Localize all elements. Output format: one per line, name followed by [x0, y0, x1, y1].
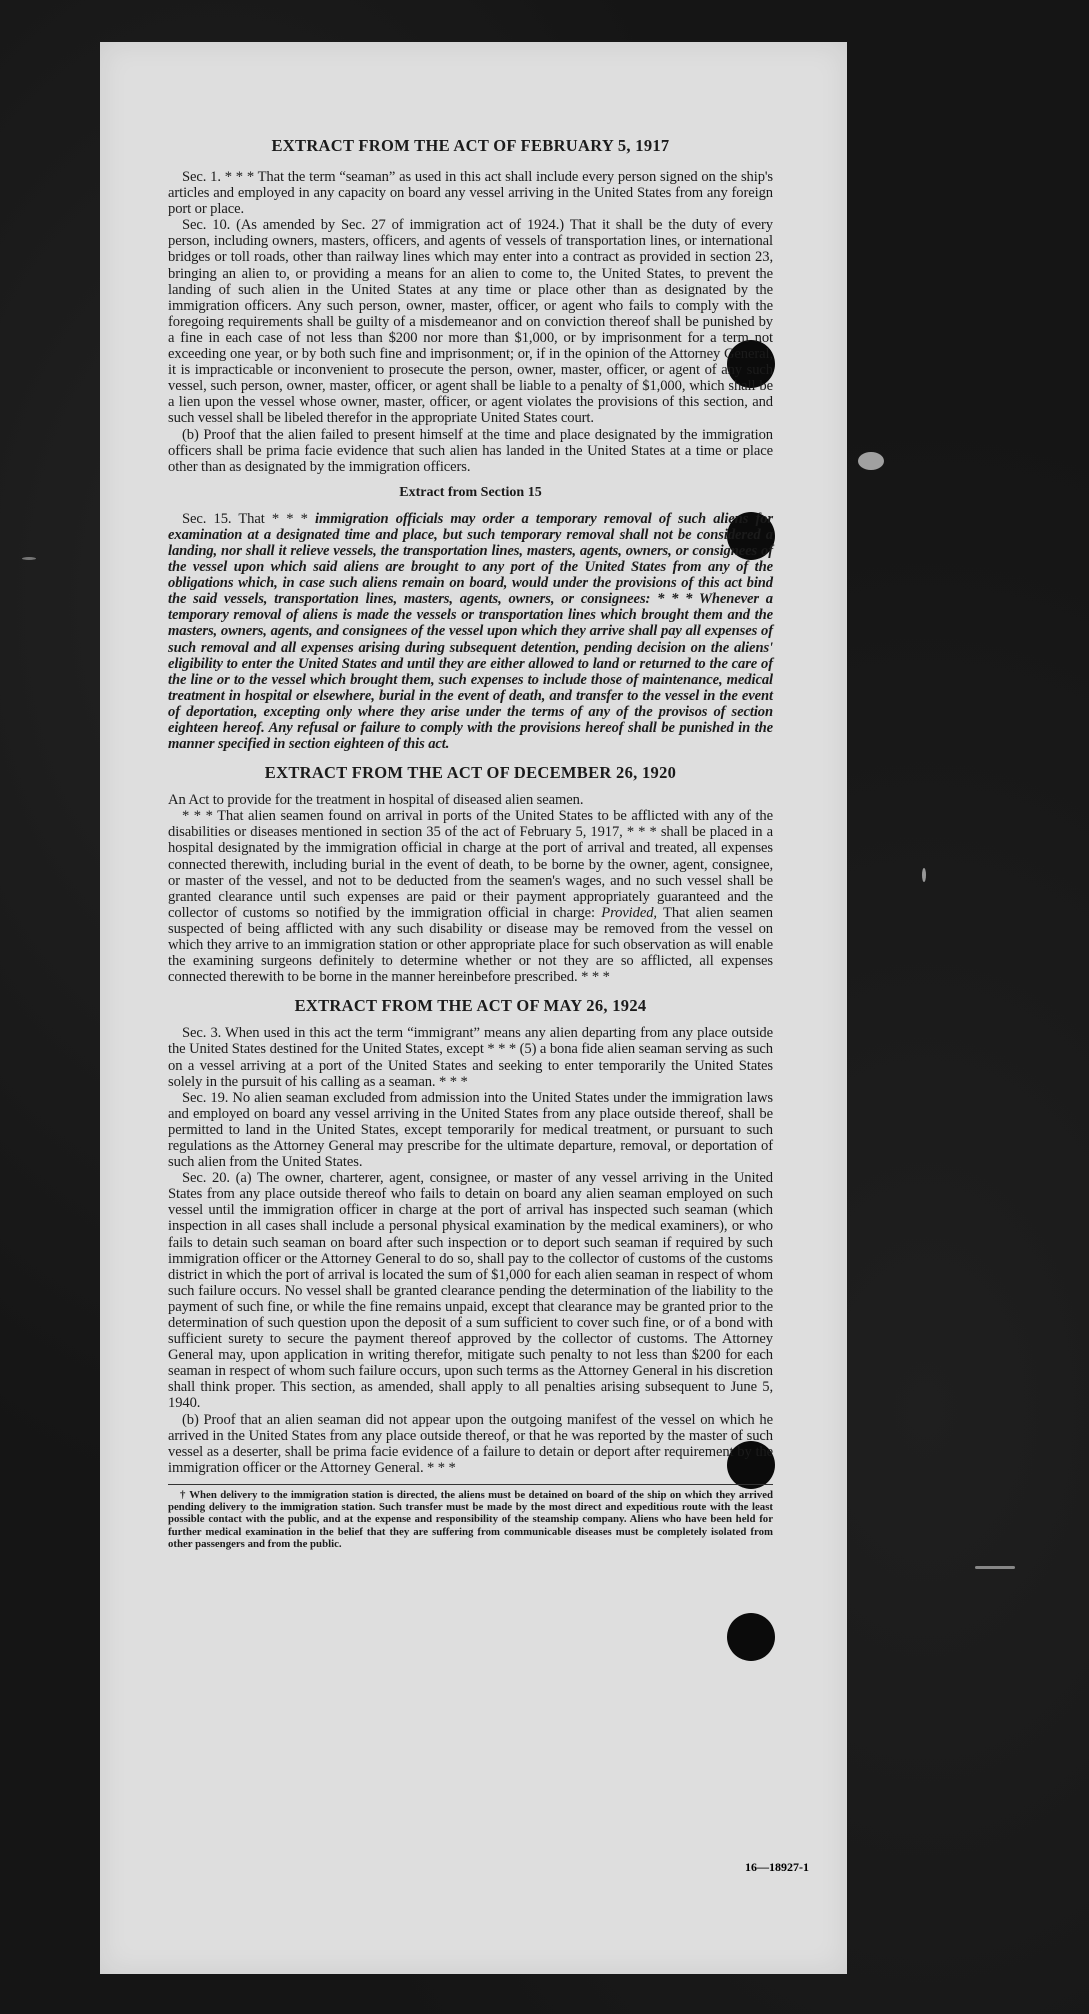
- document-body: [168, 137, 773, 1550]
- sec15-paragraph: [168, 511, 773, 752]
- heading-section-15: Extract from Section 15: [399, 484, 542, 500]
- dec1920-paragraph: [168, 808, 773, 985]
- document-page: [100, 42, 847, 1974]
- sec1-paragraph: Sec. 1. * * * That the term “seaman” as used in this act shall include every person signed on the ship's articles and employed in any capacity on board any vessel arriving in the United States from any foreign port or place.: [168, 169, 773, 218]
- heading-may-1924: EXTRACT FROM THE ACT OF MAY 26, 1924: [294, 996, 647, 1016]
- dust-speck: [22, 557, 36, 560]
- sec20a-paragraph: Sec. 20. (a) The owner, charterer, agent, consignee, or master of any vessel arriving in the United States from any place outside thereof who fails to detain on board any alien seaman employed on such vessel until the immigration officer in charge at the port of arrival has inspected such seaman (which inspection in all cases shall include a personal physical examination by the medical examiners), or who fails to detain such seaman on board after such inspection or to deport such seaman if required by such immigration officer or the Attorney General to do so, shall pay to the collector of customs of the customs district in which the port of arrival is located the sum of $1,000 for each alien seaman in respect of whom such failure occurs. No vessel shall be granted clearance pending the determination of the liability to the payment of such fine, or while the fine remains unpaid, except that clearance may be granted prior to the determination of such question upon the deposit of a sum sufficient to cover such fine, or of a bond with sufficient surety to secure the payment thereof approved by the collector of customs. The Attorney General may, upon application in writing therefor, mitigate such penalty to not less than $200 for each seaman in respect of whom such failure occurs, upon such terms as the Attorney General in his discretion shall think proper. This section, as amended, shall apply to all penalties arising subsequent to June 5, 1940.: [168, 1170, 773, 1412]
- sec15-lead: Sec. 15. That * * *: [182, 510, 316, 527]
- punch-hole: [727, 1613, 775, 1661]
- sec3-paragraph: Sec. 3. When used in this act the term “immigrant” means any alien departing from any place outside the United States destined for the United States, except * * * (5) a bona fide alien seaman serving as such on a vessel arriving at a port of the United States and seeking to enter temporarily the United States solely in the pursuit of his calling as a seaman. * * *: [168, 1025, 773, 1090]
- dec1920-title: An Act to provide for the treatment in hospital of diseased alien seamen.: [168, 792, 584, 809]
- heading-dec-1920: EXTRACT FROM THE ACT OF DECEMBER 26, 1920: [264, 763, 677, 783]
- footnote: † When delivery to the immigration station is directed, the aliens must be detained on board of the ship on which they arrived pending delivery to the immigration station. Such transfer must be made by the most direct and expeditious route with the least possible contact with the public, and at the expense and responsibility of the steamship company. Aliens who have been held for further medical examination in the belief that they are suffering from communicable diseases must be completely isolated from other passengers and from the public.: [168, 1488, 773, 1550]
- sec20b-paragraph: (b) Proof that an alien seaman did not appear upon the outgoing manifest of the vessel on which he arrived in the United States from any place outside thereof, or that he was reported by the master of such vessel as a deserter, shall be prima facie evidence of a failure to detain or deport after requirement by the immigration officer or the Attorney General. * * *: [168, 1411, 773, 1476]
- heading-feb-1917: EXTRACT FROM THE ACT OF FEBRUARY 5, 1917: [271, 136, 670, 155]
- dust-speck: [858, 452, 884, 470]
- sec10b-paragraph: (b) Proof that the alien failed to present himself at the time and place designated by the immigration officers shall be prima facie evidence that such alien has landed in the United States at a time or place other than as designated by the immigration officers.: [168, 426, 773, 475]
- dec1920-provided: Provided,: [601, 904, 657, 921]
- sec19-paragraph: Sec. 19. No alien seaman excluded from admission into the United States under the immigration laws and employed on board any vessel arriving in the United States from any place outside thereof, shall be permitted to land in the United States, except temporarily for medical treatment, or pursuant to such regulations as the Attorney General may prescribe for the ultimate departure, removal, or deportation of such alien from the United States.: [168, 1089, 773, 1171]
- document-number: 16—18927-1: [745, 1860, 809, 1874]
- dec1920-body: * * * That alien seamen found on arrival in ports of the United States to be afflicted with any of the disabilities or diseases mentioned in section 35 of the act of February 5, 1917, * * * shall be placed in a hospital designated by the immigration official in charge at the port of arrival and treated, all expenses connected therewith, including burial in the event of death, to be borne by the owner, agent, consignee, or master of the vessel, and not to be deducted from the seamen's wages, and no such vessel shall be granted clearance until such expenses are paid or their payment appropriately guaranteed and the collector of customs so notified by the immigration official in charge:: [168, 808, 773, 921]
- dec1920-body-continued: That alien seamen suspected of being afflicted with any such disability or disease may be removed from the vessel on which they arrive to an immigration station or other appropriate place for such observation as will enable the examining surgeons definitely to determine whether or not they are so afflicted, all expenses connected therewith to be borne in the manner hereinbefore prescribed. * * *: [168, 904, 773, 986]
- sec15-body: immigration officials may order a temporary removal of such aliens for examination at a designated time and place, but such temporary removal shall not be considered a landing, nor shall it relieve vessels, the transportation lines, masters, agents, owners, or consignees of the vessel upon which said aliens are brought to any port of the United States from any of the obligations which, in case such aliens remain on board, would under the provisions of this act bind the said vessels, transportation lines, masters, agents, owners, or consignees: * * * Whenever a temporary removal of aliens is made the vessels or transportation lines which brought them and the masters, owners, agents, and consignees of the vessel upon which they arrive shall pay all expenses of such removal and all expenses arising during subsequent detention, pending decision on the aliens' eligibility to enter the United States and until they are either allowed to land or returned to the care of the line or to the vessel which brought them, such expenses to include those of maintenance, medical treatment in hospital or elsewhere, burial in the event of death, and transfer to the vessel in the event of deportation, excepting only where they arise under the terms of any of the provisos of section eighteen hereof. Any refusal or failure to comply with the provisions hereof shall be punished in the manner specified in section eighteen of this act.: [168, 510, 773, 753]
- dust-speck: [975, 1566, 1015, 1569]
- sec10-paragraph: Sec. 10. (As amended by Sec. 27 of immigration act of 1924.) That it shall be the duty of every person, including owners, masters, officers, and agents of vessels of transportation lines, or international bridges or toll roads, other than railway lines which may enter into a contract as provided in section 23, bringing an alien to, or providing a means for an alien to come to, the United States, to prevent the landing of such alien in the United States at any time or place other than as designated by the immigration officers. Any such person, owner, master, officer, or agent who fails to comply with the foregoing requirements shall be guilty of a misdemeanor and on conviction thereof shall be punished by a fine in each case of not less than $200 nor more than $1,000, or by imprisonment for a term not exceeding one year, or by both such fine and imprisonment; or, if in the opinion of the Attorney General, it is impracticable or inconvenient to prosecute the person, owner, master, officer, or agent of any such vessel, such person, owner, master, officer, or agent shall be liable to a penalty of $1,000, which shall be a lien upon the vessel whose owner, master, officer, or agent violates the provisions of this section, and such vessel shall be libeled therefor in the appropriate United States court.: [168, 217, 773, 427]
- dust-speck: [922, 868, 926, 882]
